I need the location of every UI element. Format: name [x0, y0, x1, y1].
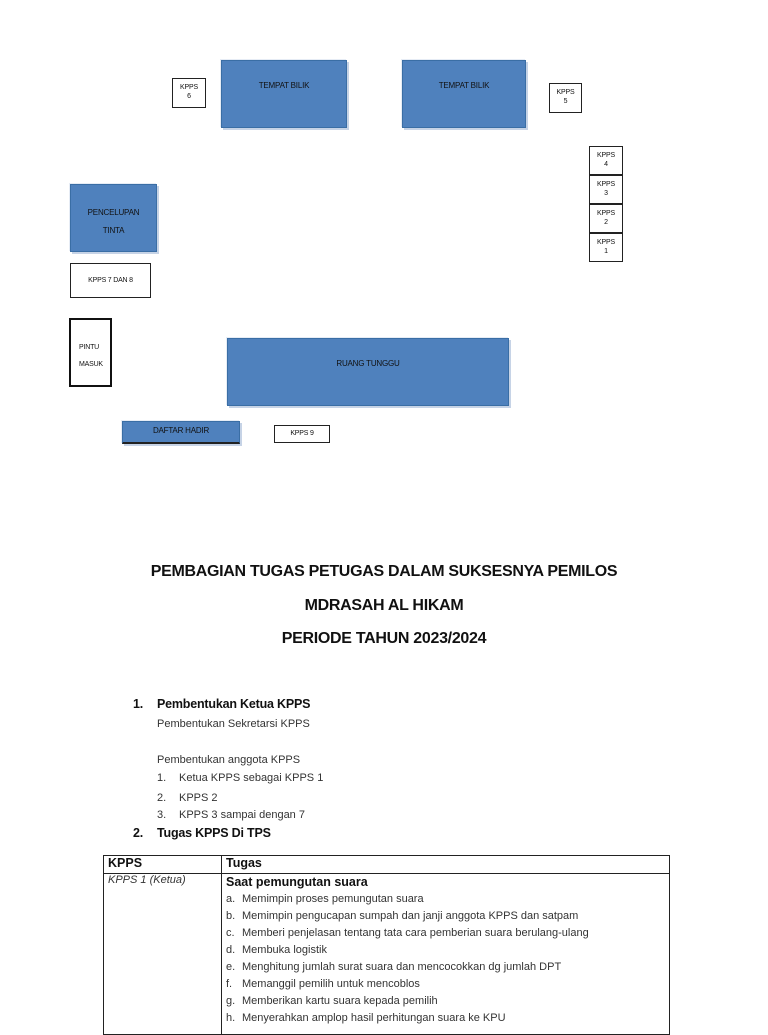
kpps-7-8-label: KPPS 7 DAN 8	[88, 277, 133, 284]
task-letter: g.	[226, 995, 236, 1007]
voting-booth-right	[402, 60, 526, 128]
task-letter: d.	[226, 944, 236, 956]
ink-dipping-label-2: TINTA	[102, 226, 125, 235]
list-item-number: 3.	[157, 809, 167, 821]
kpps-6-box	[172, 78, 206, 108]
list-item: Ketua KPPS sebagai KPPS 1	[179, 772, 324, 784]
section-1-line-2: Pembentukan anggota KPPS	[157, 754, 301, 766]
kpps-5-label: KPPS	[556, 89, 575, 96]
kpps-3-box	[589, 175, 623, 204]
section-2-heading: Tugas KPPS Di TPS	[157, 826, 271, 840]
kpps-1-label: KPPS	[597, 239, 615, 246]
voting-booth-left	[221, 60, 347, 128]
task-text: Menghitung jumlah surat suara dan mencocokkan dg jumlah DPT	[242, 961, 562, 973]
kpps-4-box	[589, 146, 623, 175]
table-row	[104, 874, 670, 1035]
table-header-tugas: Tugas	[222, 856, 670, 874]
entrance-label-1: PINTU	[79, 344, 100, 351]
kpps-7-8-box	[70, 263, 151, 298]
task-text: Memberikan kartu suara kepada pemilih	[242, 995, 438, 1007]
kpps-9-label: KPPS 9	[290, 430, 314, 437]
entrance-door	[69, 318, 112, 387]
kpps-4-label: KPPS	[597, 152, 615, 159]
list-item	[226, 908, 665, 925]
task-letter: b.	[226, 910, 236, 922]
task-text: Memimpin pengucapan sumpah dan janji anggota KPPS dan satpam	[242, 910, 579, 922]
task-list	[226, 891, 665, 1027]
ink-dipping-area	[70, 184, 157, 252]
kpps-6-label: KPPS	[180, 84, 198, 91]
kpps-3-label: KPPS	[597, 181, 615, 188]
kpps-task-table	[103, 855, 670, 1035]
list-item	[226, 993, 665, 1010]
section-1-heading: Pembentukan Ketua KPPS	[157, 697, 311, 711]
task-letter: f.	[226, 978, 233, 990]
kpps-2-number: 2	[604, 219, 608, 226]
list-item	[226, 959, 665, 976]
kpps-4-number: 4	[604, 161, 608, 168]
attendance-desk	[122, 421, 240, 444]
task-text: Memberi penjelasan tentang tata cara pemberian suara berulang-ulang	[242, 927, 589, 939]
table-header-row	[104, 856, 670, 874]
list-item	[226, 976, 665, 993]
table-cell-role: KPPS 1 (Ketua)	[104, 874, 222, 1035]
task-letter: a.	[226, 893, 236, 905]
task-text: Menyerahkan amplop hasil perhitungan suara ke KPU	[242, 1012, 506, 1024]
list-item	[226, 891, 665, 908]
list-item-number: 2.	[157, 792, 167, 804]
task-letter: e.	[226, 961, 236, 973]
kpps-1-box	[589, 233, 623, 262]
entrance-label-2: MASUK	[79, 361, 103, 368]
kpps-3-number: 3	[604, 190, 608, 197]
kpps-6-number: 6	[187, 93, 191, 100]
task-text: Memimpin proses pemungutan suara	[242, 893, 424, 905]
waiting-room-label: RUANG TUNGGU	[336, 359, 400, 368]
task-subheading: Saat pemungutan suara	[226, 875, 368, 889]
section-2-number: 2.	[133, 826, 144, 840]
task-letter: c.	[226, 927, 235, 939]
kpps-1-number: 1	[604, 248, 608, 255]
table-header-kpps: KPPS	[104, 856, 222, 874]
section-1-number: 1.	[133, 697, 144, 711]
ink-dipping-label-1: PENCELUPAN	[87, 208, 140, 217]
list-item	[226, 925, 665, 942]
waiting-room	[227, 338, 509, 406]
document-title-line-3: PERIODE TAHUN 2023/2024	[281, 630, 487, 647]
list-item-number: 1.	[157, 772, 167, 784]
task-text: Membuka logistik	[242, 944, 327, 956]
section-1-line-1: Pembentukan Sekretarsi KPPS	[157, 718, 310, 730]
table-cell-tasks	[222, 874, 670, 1035]
list-item	[226, 1010, 665, 1027]
task-letter: h.	[226, 1012, 236, 1024]
document-title-line-2: MDRASAH AL HIKAM	[304, 597, 464, 614]
list-item	[226, 942, 665, 959]
voting-booth-right-label: TEMPAT BILIK	[438, 81, 490, 90]
kpps-9-box	[274, 425, 330, 443]
document-title-line-1: PEMBAGIAN TUGAS PETUGAS DALAM SUKSESNYA PEMILOS	[150, 563, 618, 580]
kpps-5-box	[549, 83, 582, 113]
list-item: KPPS 2	[179, 792, 218, 804]
task-text: Memanggil pemilih untuk mencoblos	[242, 978, 420, 990]
kpps-2-label: KPPS	[597, 210, 615, 217]
kpps-5-number: 5	[563, 98, 568, 105]
attendance-label: DAFTAR HADIR	[152, 426, 210, 435]
kpps-2-box	[589, 204, 623, 233]
voting-booth-left-label: TEMPAT BILIK	[258, 81, 310, 90]
list-item: KPPS 3 sampai dengan 7	[179, 809, 305, 821]
